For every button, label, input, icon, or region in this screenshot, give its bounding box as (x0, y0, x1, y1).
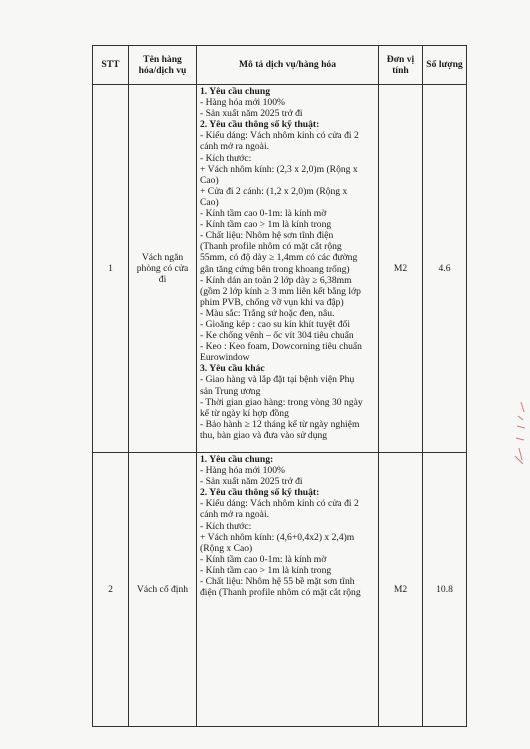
cell-quantity: 10.8 (423, 453, 467, 727)
description-line: - Kích thước: (200, 152, 252, 164)
description-line: phim PVB, chống vỡ vụn khi va đập) (200, 296, 344, 308)
description-lines (200, 454, 375, 598)
description-line: - Kiểu dáng: Vách nhôm kính có cửa đi 2 (200, 498, 359, 510)
description-line: - Kính tầm cao > 1m là kính trong (200, 564, 332, 576)
description-line: - Hàng hóa mới 100% (200, 97, 286, 109)
header-description: Mô tả dịch vụ/hàng hóa (197, 46, 379, 85)
description-line: + Vách nhôm kính: (4,6+0,4x2) x 2,4)m (200, 531, 355, 543)
cell-description (197, 453, 379, 727)
description-line: - Gioăng kép : cao su kín khít tuyệt đối (200, 318, 351, 330)
cell-unit: M2 (379, 453, 423, 727)
description-line: thu, bàn giao và đưa vào sử dụng (200, 429, 328, 441)
description-line: điện (Thanh profile nhôm có mặt cắt rộng (200, 587, 361, 599)
description-line: gân tăng cứng bên trong khoang trống) (200, 263, 350, 275)
section-heading: 2. Yêu cầu thông số kỹ thuật: (200, 487, 320, 499)
description-line: Cao) (200, 196, 219, 208)
description-line: + Cửa đi 2 cánh: (1,2 x 2,0)m (Rộng x (200, 185, 348, 197)
description-line: - Giao hàng và lắp đặt tại bệnh viện Phụ (200, 374, 355, 386)
description-line: - Chất liệu: Nhôm hệ sơn tĩnh điện (200, 230, 334, 242)
description-line: - Thời gian giao hàng: trong vòng 30 ngày (200, 396, 363, 408)
section-heading: 2. Yêu cầu thông số kỹ thuật: (200, 119, 320, 131)
description-line: + Vách nhôm kính: (2,3 x 2,0)m (Rộng x (200, 163, 358, 175)
description-line: Cao) (200, 174, 219, 186)
description-line: - Màu sắc: Trắng sứ hoặc đen, nâu. (200, 307, 335, 319)
description-line: - Bảo hành ≥ 12 tháng kể từ ngày nghiệm (200, 418, 360, 430)
table-row (93, 453, 467, 727)
header-unit: Đơn vị tính (379, 46, 423, 85)
table-row (93, 85, 467, 453)
description-line: kể từ ngày kí hợp đồng (200, 407, 289, 419)
section-heading: 1. Yêu cầu chung: (200, 454, 274, 465)
description-line: sản Trung ương (200, 385, 261, 397)
description-line: - Kính tầm cao 0-1m: là kính mờ (200, 208, 327, 220)
cell-unit: M2 (379, 85, 423, 453)
description-line: - Sản xuất năm 2025 trở đi (200, 108, 303, 120)
section-heading: 1. Yêu cầu chung (200, 86, 271, 97)
description-line: - Kính dán an toàn 2 lớp dày ≥ 6,38mm (200, 274, 352, 286)
cell-quantity: 4.6 (423, 85, 467, 453)
description-line: Eurowindow (200, 352, 250, 364)
description-line: 55mm, có độ dày ≥ 1,4mm có các đường (200, 252, 358, 264)
description-line: (gồm 2 lớp kính ≥ 3 mm liên kết bằng lớp (200, 285, 361, 297)
red-stamp-mark (509, 398, 529, 468)
goods-table (92, 45, 467, 727)
description-line: - Kích thước: (200, 520, 252, 532)
description-line: (Rộng x Cao) (200, 542, 253, 554)
description-line: - Keo : Keo foam, Dowcorning tiêu chuẩn (200, 341, 362, 353)
cell-stt: 1 (93, 85, 129, 453)
description-line: - Chất liệu: Nhôm hệ 55 bề mặt sơn tĩnh (200, 576, 355, 588)
header-quantity: Số lượng (423, 46, 467, 85)
description-line: cánh mở ra ngoài. (200, 141, 270, 153)
description-line: cánh mở ra ngoài. (200, 509, 270, 521)
description-line: - Hàng hóa mới 100% (200, 465, 286, 477)
header-stt: STT (93, 46, 129, 85)
description-line: (Thanh profile nhôm có mặt cắt rộng (200, 241, 342, 253)
description-line: - Kính tầm cao > 1m là kính trong (200, 219, 332, 231)
cell-name: Vách cố định (129, 453, 197, 727)
description-line: - Kiểu dáng: Vách nhôm kính có cửa đi 2 (200, 130, 359, 142)
cell-name: Vách ngăn phòng có cửa đi (129, 85, 197, 453)
header-name: Tên hàng hóa/dịch vụ (129, 46, 197, 85)
description-line: - Ke chống vênh – ốc vít 304 tiêu chuẩn (200, 330, 354, 342)
section-heading: 3. Yêu cầu khác (200, 363, 265, 375)
description-lines (200, 86, 375, 441)
description-line: - Kính tầm cao 0-1m: là kính mờ (200, 553, 327, 565)
cell-stt: 2 (93, 453, 129, 727)
cell-description (197, 85, 379, 453)
description-line: - Sản xuất năm 2025 trở đi (200, 476, 303, 488)
table-header-row (93, 46, 467, 85)
